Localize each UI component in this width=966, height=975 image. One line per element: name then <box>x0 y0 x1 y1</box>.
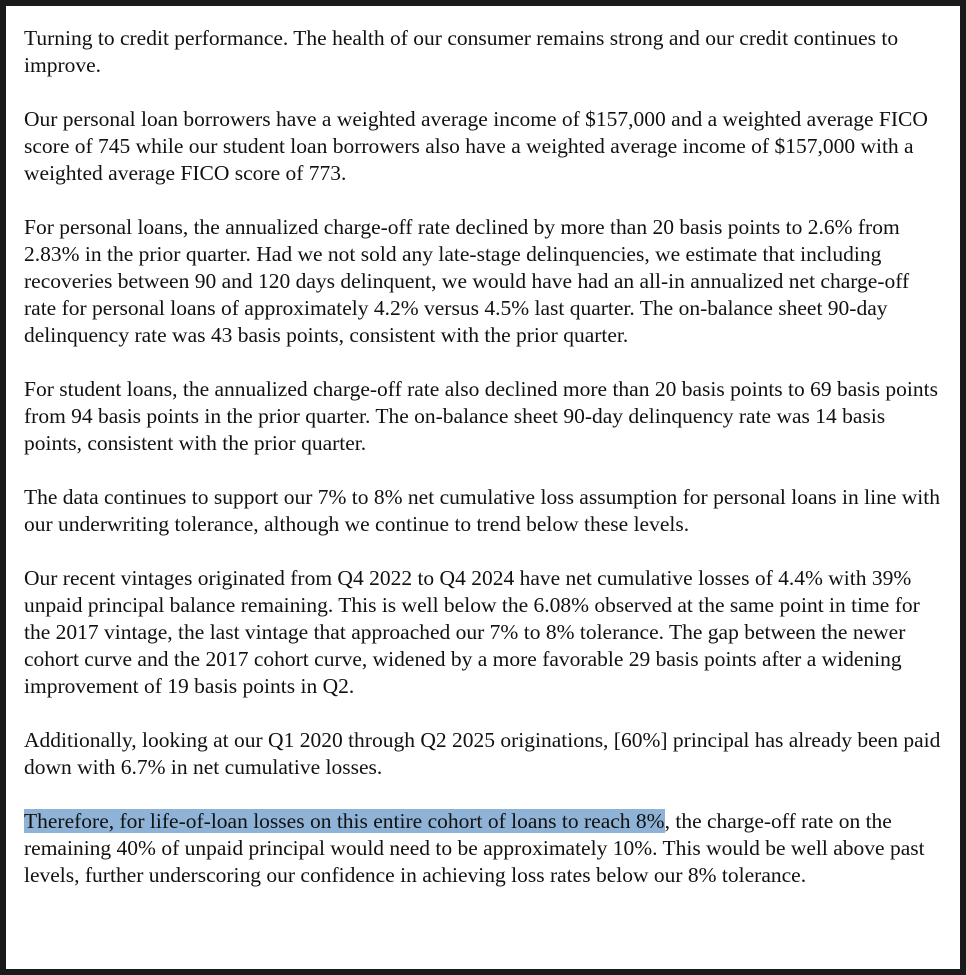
paragraph-borrower-profile: Our personal loan borrowers have a weighted average income of $157,000 and a weighted average FICO score of 745 while our student loan borrowers also have a weighted average income of $157,000 with a weighted average FICO score of 773. <box>24 107 928 185</box>
paragraph-credit-performance: Turning to credit performance. The health of our consumer remains strong and our credit continues to improve. <box>24 26 899 77</box>
conclusion-text: , the charge-off rate on the remaining 40% of unpaid principal would need to be approximately 10%. This would be well above past levels, further underscoring our confidence in achieving loss rates below our 8% tolerance. <box>24 809 925 887</box>
paragraph-originations: Additionally, looking at our Q1 2020 through Q2 2025 originations, [60%] principal has already been paid down with 6.7% in net cumulative losses. <box>24 728 941 779</box>
paragraph-recent-vintages: Our recent vintages originated from Q4 2022 to Q4 2024 have net cumulative losses of 4.4% with 39% unpaid principal balance remaining. This is well below the 6.08% observed at the same point in time for the 2017 vintage, the last vintage that approached our 7% to 8% tolerance. The gap between the newer cohort curve and the 2017 cohort curve, widened by a more favorable 29 basis points after a widening improvement of 19 basis points in Q2. <box>24 566 920 698</box>
selected-text-highlight[interactable]: Therefore, for life-of-loan losses on this entire cohort of loans to reach 8% <box>24 809 665 833</box>
paragraph-conclusion <box>24 808 942 889</box>
paragraph-student-loans: For student loans, the annualized charge-off rate also declined more than 20 basis points to 69 basis points from 94 basis points in the prior quarter. The on-balance sheet 90-day delinquency rate was 14 basis points, consistent with the prior quarter. <box>24 377 938 455</box>
document-page <box>6 6 960 969</box>
paragraph-loss-assumption: The data continues to support our 7% to 8% net cumulative loss assumption for personal loans in line with our underwriting tolerance, although we continue to trend below these levels. <box>24 485 940 536</box>
paragraph-personal-loans: For personal loans, the annualized charge-off rate declined by more than 20 basis points to 2.6% from 2.83% in the prior quarter. Had we not sold any late-stage delinquencies, we estimate that including recoveries between 90 and 120 days delinquent, we would have had an all-in annualized net charge-off rate for personal loans of approximately 4.2% versus 4.5% last quarter. The on-balance sheet 90-day delinquency rate was 43 basis points, consistent with the prior quarter. <box>24 215 910 347</box>
